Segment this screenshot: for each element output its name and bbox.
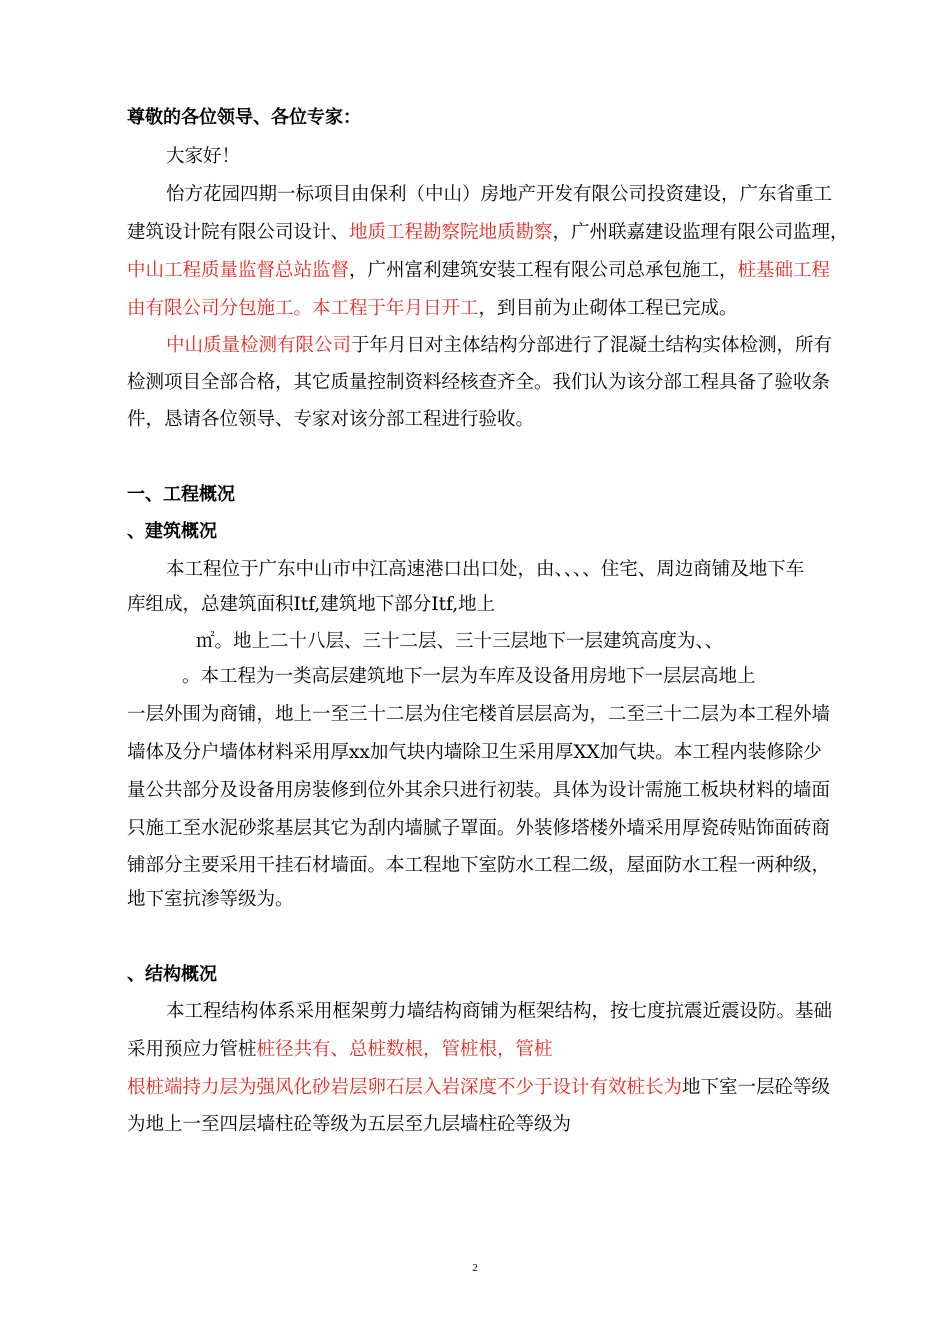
struct-line-3: 根桩端持力层为强风化砂岩层卵石层入岩深度不少于设计有效桩长为地下室一层砼等级: [127, 1077, 831, 1098]
highlight-text: 桩基础工程: [737, 260, 831, 281]
arch-line-3: ㎡。地上二十八层、三十二层、三十三层地下一层建筑高度为、、: [196, 631, 724, 652]
intro-line-2: 建筑设计院有限公司设计、地质工程勘察院地质勘察，广州联嘉建设监理有限公司监理，: [127, 222, 849, 243]
highlight-text: 根桩端持力层为强风化砂岩层卵石层入岩深度不少于设计有效桩长为: [127, 1077, 683, 1098]
highlight-text: 中山工程质量监督总站监督: [127, 260, 350, 281]
greeting: 大家好！: [166, 146, 241, 167]
intro-line-1: 怡方花园四期一标项目由保利（中山）房地产开发有限公司投资建设，广东省重工: [166, 184, 833, 205]
highlight-text: 地质工程勘察院地质勘察: [349, 222, 553, 243]
arch-line-8: 只施工至水泥砂浆基层其它为刮内墙腻子罩面。外装修塔楼外墙采用厚瓷砖贴饰面砖商: [127, 818, 831, 839]
subsection-heading-structure: 、结构概况: [127, 964, 217, 985]
highlight-text: 中山质量检测有限公司: [166, 335, 352, 356]
inspection-line-1: 中山质量检测有限公司于年月日对主体结构分部进行了混凝土结构实体检测，所有: [166, 335, 833, 356]
arch-line-10: 地下室抗渗等级为。: [127, 889, 294, 910]
arch-line-6: 墙体及分户墙体材料采用厚xx加气块内墙除卫生采用厚XX加气块。本工程内装修除少: [127, 742, 822, 763]
intro-line-4: 由有限公司分包施工。本工程于年月日开工，到目前为止砌体工程已完成。: [127, 298, 738, 319]
arch-line-2: 库组成，总建筑面积Itf,建筑地下部分Itf,地上: [127, 594, 496, 615]
inspection-line-3: 件，恳请各位领导、专家对该分部工程进行验收。: [127, 409, 535, 430]
highlight-text: 桩径共有、总桩数根，管桩根，管桩: [256, 1039, 553, 1060]
arch-line-7: 量公共部分及设备用房装修到位外其余只进行初装。具体为设计需施工板块材料的墙面: [127, 780, 831, 801]
section-heading-overview: 一、工程概况: [127, 484, 235, 505]
page-number: 2: [472, 1262, 478, 1274]
inspection-line-2: 检测项目全部合格，其它质量控制资料经核查齐全。我们认为该分部工程具备了验收条: [127, 372, 831, 393]
subsection-heading-architecture: 、建筑概况: [127, 521, 217, 542]
struct-line-4: 为地上一至四层墙柱砼等级为五层至九层墙柱砼等级为: [127, 1114, 572, 1135]
arch-line-9: 铺部分主要采用干挂石材墙面。本工程地下室防水工程二级，屋面防水工程一两种级，: [127, 855, 831, 876]
struct-line-1: 本工程结构体系采用框架剪力墙结构商铺为框架结构，按七度抗震近震设防。基础: [166, 1001, 833, 1022]
arch-line-4: 。本工程为一类高层建筑地下一层为车库及设备用房地下一层层高地上: [182, 666, 756, 687]
struct-line-2: 采用预应力管桩桩径共有、总桩数根，管桩根，管桩: [127, 1039, 553, 1060]
arch-line-1: 本工程位于广东中山市中江高速港口出口处，由、、、、住宅、周边商铺及地下车: [166, 559, 805, 580]
intro-line-3: 中山工程质量监督总站监督，广州富利建筑安装工程有限公司总承包施工，桩基础工程: [127, 260, 831, 281]
arch-line-5: 一层外围为商铺，地上一至三十二层为住宅楼首层层高为，二至三十二层为本工程外墙: [127, 704, 831, 725]
highlight-text: 由有限公司分包施工。本工程于年月日开工: [127, 298, 479, 319]
salutation: 尊敬的各位领导、各位专家：: [127, 107, 361, 128]
